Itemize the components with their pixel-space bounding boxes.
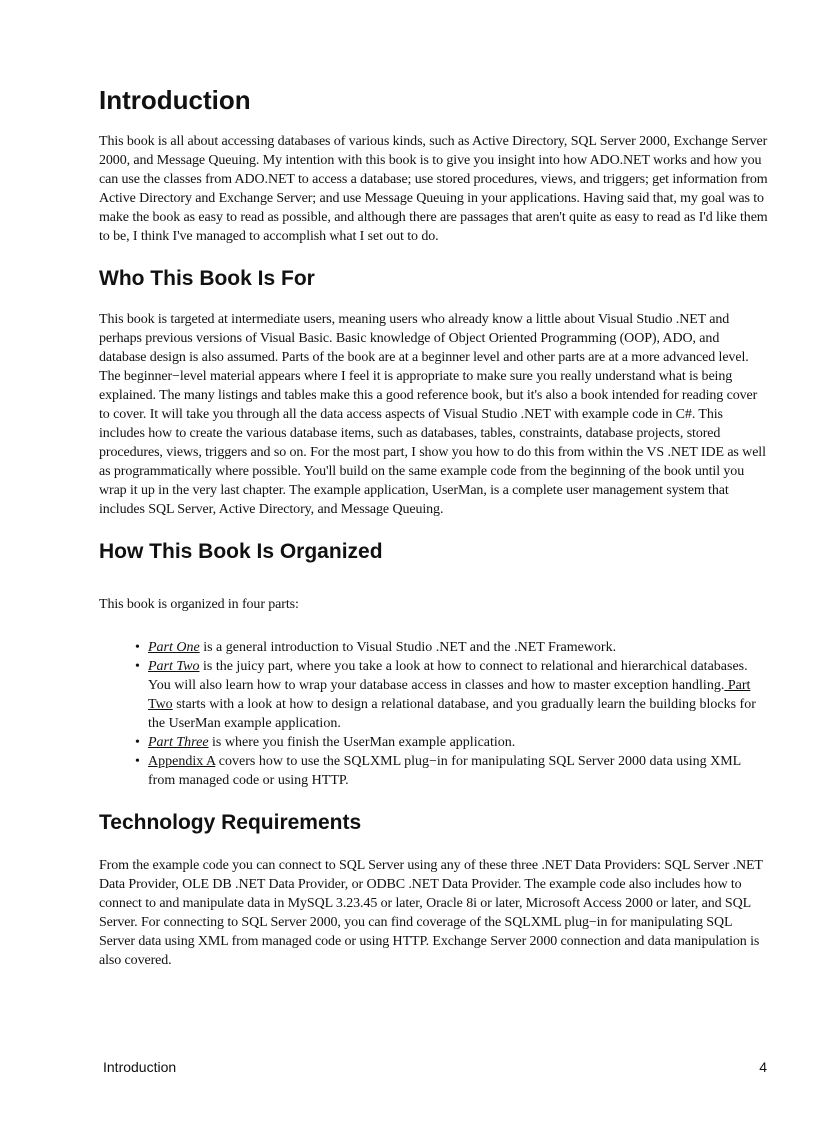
- part-one-link[interactable]: Part One: [148, 640, 200, 655]
- part-two-inline-link[interactable]: Part Two: [148, 678, 751, 712]
- bullet-icon: •: [135, 640, 140, 655]
- list-item-part-two: [135, 657, 769, 733]
- page-number: 4: [759, 1059, 767, 1075]
- page-title: Introduction: [99, 85, 251, 115]
- bullet-icon: •: [135, 735, 140, 750]
- part-two-link[interactable]: Part Two: [148, 659, 200, 674]
- footer-title: Introduction: [103, 1059, 177, 1075]
- bullet-icon: •: [135, 754, 140, 769]
- appendix-a-link[interactable]: Appendix A: [148, 754, 216, 769]
- heading-how-organized: How This Book Is Organized: [99, 540, 383, 563]
- heading-technology-requirements: Technology Requirements: [99, 811, 362, 834]
- list-item-text: starts with a look at how to design a relational database, and you gradually learn the building blocks for the UserMan example application.: [148, 697, 756, 731]
- intro-paragraph: This book is all about accessing databases of various kinds, such as Active Directory, SQL Server 2000, Exchange Server 2000, and Message Queuing. My intention with this book is to give you insight into how ADO.NET works and how you can use the classes from ADO.NET to access a database; use stored procedures, views, and triggers; get information from Active Directory and Exchange Server; and use Message Queuing in your applications. Having said that, my goal was to make the book as easy to read as possible, and although there are passages that aren't quite as easy to read as I'd like them to be, I think I've managed to accomplish what I set out to do.: [99, 134, 768, 244]
- bullet-icon: •: [135, 659, 140, 674]
- list-item-text: is where you finish the UserMan example application.: [208, 735, 516, 750]
- heading-who-this-book-is-for: Who This Book Is For: [99, 267, 315, 290]
- tech-paragraph: From the example code you can connect to SQL Server using any of these three .NET Data Providers: SQL Server .NET Data Provider, OLE DB .NET Data Provider, or ODBC .NET Data Provider. The example code also includes how to connect to and manipulate data in MySQL 3.23.45 or later, Oracle 8i or later, Microsoft Access 2000 or later, and SQL Server. For connecting to SQL Server 2000, you can find coverage of the SQLXML plug−in for manipulating SQL Server data using XML from managed code or using HTTP. Exchange Server 2000 connection and data manipulation is also covered.: [99, 858, 763, 968]
- organized-intro: This book is organized in four parts:: [99, 597, 299, 612]
- list-item-part-three: [135, 733, 769, 752]
- part-three-link[interactable]: Part Three: [148, 735, 209, 750]
- list-item-appendix-a: [135, 752, 769, 790]
- page-content: [99, 84, 769, 970]
- who-paragraph: This book is targeted at intermediate users, meaning users who already know a little about Visual Studio .NET and perhaps previous versions of Visual Basic. Basic knowledge of Object Oriented Programming (OOP), ADO, and database design is also assumed. Parts of the book are at a beginner level and other parts are at a more advanced level. The beginner−level material appears where I feel it is appropriate to make sure you really understand what is being explained. The many listings and tables make this a good reference book, but it's also a book intended for reading cover to cover. It will take you through all the data access aspects of Visual Studio .NET with example code in C#. This includes how to create the various database items, such as databases, tables, constraints, database projects, stored procedures, views, triggers and so on. For the most part, I show you how to do this from within the VS .NET IDE as well as programmatically where possible. You'll build on the same example code from the beginning of the book until you wrap it up in the very last chapter. The example application, UserMan, is a complete user management system that includes SQL Server, Active Directory, and Message Queuing.: [99, 312, 766, 517]
- list-item-text: is a general introduction to Visual Studio .NET and the .NET Framework.: [199, 640, 617, 655]
- list-item-part-one: [135, 638, 769, 657]
- list-item-text: covers how to use the SQLXML plug−in for manipulating SQL Server 2000 data using XML from managed code or using HTTP.: [148, 754, 741, 788]
- parts-list: [99, 638, 769, 790]
- list-item-text: is the juicy part, where you take a look at how to connect to relational and hierarchical databases. You will also learn how to wrap your database access in classes and how to master exception handling.: [148, 659, 748, 693]
